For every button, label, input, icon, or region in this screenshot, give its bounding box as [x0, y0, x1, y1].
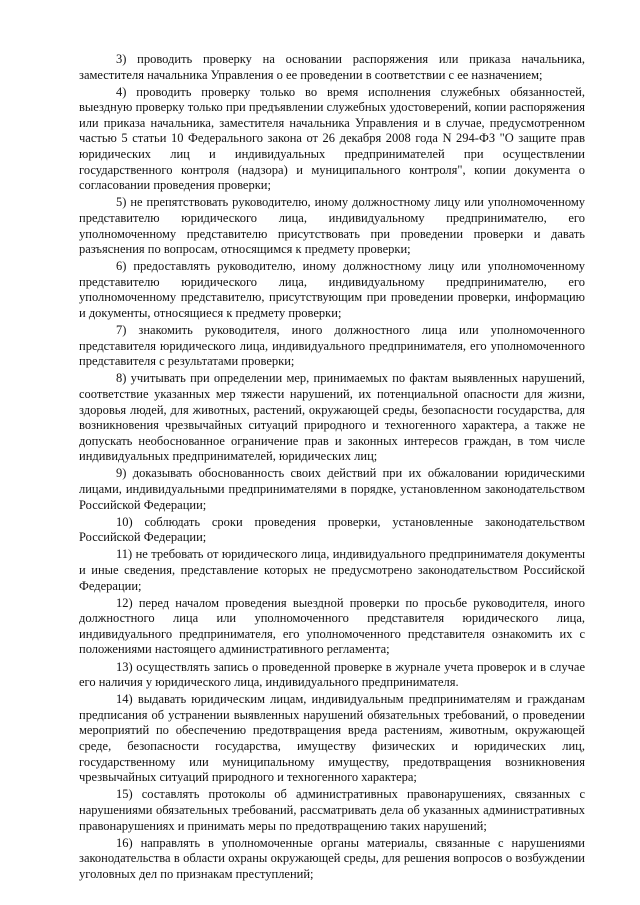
paragraph-item-15: 15) составлять протоколы об административных правонарушениях, связанных с нарушениями обязательных требований, рассматривать дела об указанных административных правонарушениях и принимать меры по предотвращению таких нарушений;	[79, 787, 585, 833]
document-body	[79, 52, 585, 882]
paragraph-item-8: 8) учитывать при определении мер, принимаемых по фактам выявленных нарушений, соответствие указанных мер тяжести нарушений, их потенциальной опасности для жизни, здоровья людей, для животных, растений, окружающей среды, безопасности государства, для возникновения чрезвычайных ситуаций природного и техногенного характера, а также не допускать необоснованное ограничение прав и законных интересов граждан, в том числе индивидуальных предпринимателей, юридических лиц;	[79, 371, 585, 464]
paragraph-item-16: 16) направлять в уполномоченные органы материалы, связанные с нарушениями законодательства в области охраны окружающей среды, для решения вопросов о возбуждении уголовных дел по признакам преступлений;	[79, 835, 585, 881]
paragraph-item-10: 10) соблюдать сроки проведения проверки, установленные законодательством Российской Федерации;	[79, 514, 585, 545]
paragraph-item-6: 6) предоставлять руководителю, иному должностному лицу или уполномоченному представителю юридического лица, индивидуальному предпринимателю, его уполномоченному представителю, присутствующим при проведении проверки, информацию и документы, относящиеся к предмету проверки;	[79, 259, 585, 320]
paragraph-item-13: 13) осуществлять запись о проведенной проверке в журнале учета проверок и в случае его наличия у юридического лица, индивидуального предпринимателя.	[79, 659, 585, 690]
paragraph-item-14: 14) выдавать юридическим лицам, индивидуальным предпринимателям и гражданам предписания об устранении выявленных нарушений обязательных требований, о проведении мероприятий по обеспечению предотвращения вреда растениям, животным, окружающей среде, безопасности государства, имуществу физических и юридических лиц, государственному или муниципальному имуществу, предотвращения возникновения чрезвычайных ситуаций природного и техногенного характера;	[79, 692, 585, 785]
paragraph-item-9: 9) доказывать обоснованность своих действий при их обжаловании юридическими лицами, индивидуальными предпринимателями в порядке, установленном законодательством Российской Федерации;	[79, 466, 585, 512]
paragraph-item-4: 4) проводить проверку только во время исполнения служебных обязанностей, выездную проверку только при предъявлении служебных удостоверений, копии распоряжения или приказа начальника, заместителя начальника Управления и в случае, предусмотренном частью 5 статьи 10 Федерального закона от 26 декабря 2008 года N 294-ФЗ "О защите прав юридических лиц и индивидуальных предпринимателей при осуществлении государственного контроля (надзора) и муниципального контроля", копии документа о согласовании проведения проверки;	[79, 84, 585, 193]
paragraph-item-11: 11) не требовать от юридического лица, индивидуального предпринимателя документы и иные сведения, представление которых не предусмотрено законодательством Российской Федерации;	[79, 547, 585, 593]
paragraph-item-12: 12) перед началом проведения выездной проверки по просьбе руководителя, иного должностного лица или уполномоченного представителя юридического лица, индивидуального предпринимателя, его уполномоченного представителя ознакомить их с положениями настоящего административного регламента;	[79, 595, 585, 657]
paragraph-item-5: 5) не препятствовать руководителю, иному должностному лицу или уполномоченному представителю юридического лица, индивидуальному предпринимателю, его уполномоченному представителю присутствовать при проведении проверки и давать разъяснения по вопросам, относящимся к предмету проверки;	[79, 195, 585, 257]
paragraph-item-3: 3) проводить проверку на основании распоряжения или приказа начальника, заместителя начальника Управления о ее проведении в соответствии с ее назначением;	[79, 52, 585, 82]
paragraph-item-7: 7) знакомить руководителя, иного должностного лица или уполномоченного представителя юридического лица, индивидуального предпринимателя, его уполномоченного представителя с результатами проверки;	[79, 323, 585, 369]
